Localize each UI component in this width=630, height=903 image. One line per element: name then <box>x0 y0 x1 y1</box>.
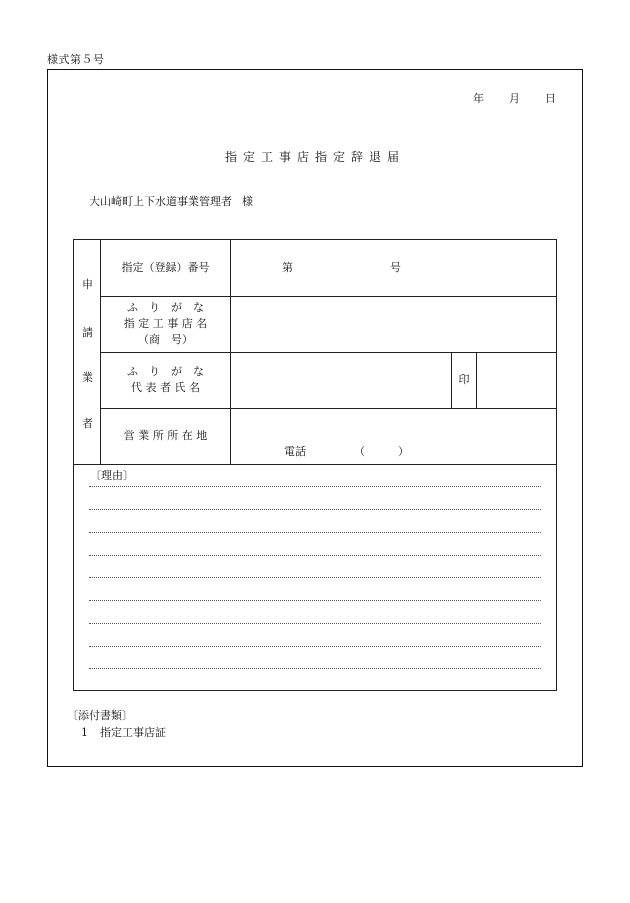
attachment-text: 指定工事店証 <box>100 726 166 739</box>
attachments-title: 〔添付書類〕 <box>67 709 133 722</box>
reason-line-7 <box>89 623 541 624</box>
row-divider-3 <box>100 408 556 409</box>
row-divider-2 <box>100 352 556 353</box>
date-month-label: 月 <box>509 92 520 105</box>
rep-furigana-label: ふ り が な <box>127 365 204 378</box>
reason-line-6 <box>89 600 541 601</box>
col-divider-seal-right <box>476 352 477 408</box>
shop-furigana-label: ふ り が な <box>127 301 204 314</box>
registration-prefix: 第 <box>282 261 293 274</box>
reason-line-4 <box>89 555 541 556</box>
registration-number-label: 指定（登録）番号 <box>121 261 210 274</box>
form-number: 様式第５号 <box>47 53 105 66</box>
reason-line-2 <box>89 509 541 510</box>
attachment-number: 1 <box>81 726 88 739</box>
applicant-char-2: 請 <box>82 326 93 339</box>
attachment-item <box>81 724 166 740</box>
phone-label: 電話 <box>284 445 306 458</box>
addressee-name: 大山崎町上下水道事業管理者 <box>89 195 232 208</box>
document-title: 指定工事店指定辞退届 <box>224 150 405 164</box>
addressee-honorific: 様 <box>242 195 253 208</box>
shop-name-label: 指 定 工 事 店 名 <box>123 317 208 330</box>
reason-line-9 <box>89 668 541 669</box>
address-label: 営 業 所 所 在 地 <box>123 429 208 442</box>
seal-label: 印 <box>458 373 470 386</box>
shop-trade-label: （商 号） <box>138 333 193 346</box>
applicant-char-3: 業 <box>82 371 93 384</box>
row-divider-1 <box>100 296 556 297</box>
row-divider-4 <box>74 464 556 465</box>
applicant-char-4: 者 <box>82 417 93 430</box>
phone-parentheses: （ ） <box>354 445 409 458</box>
reason-line-1 <box>89 486 541 487</box>
reason-line-5 <box>89 577 541 578</box>
date-day-label: 日 <box>545 92 556 105</box>
applicant-char-1: 申 <box>82 278 93 291</box>
registration-suffix: 号 <box>390 261 401 274</box>
applicant-table <box>73 239 557 691</box>
reason-line-8 <box>89 646 541 647</box>
rep-name-label: 代 表 者 氏 名 <box>131 381 200 394</box>
date-year-label: 年 <box>473 92 484 105</box>
reason-line-3 <box>89 532 541 533</box>
reason-label: 〔理由〕 <box>90 469 134 482</box>
addressee <box>89 193 253 209</box>
